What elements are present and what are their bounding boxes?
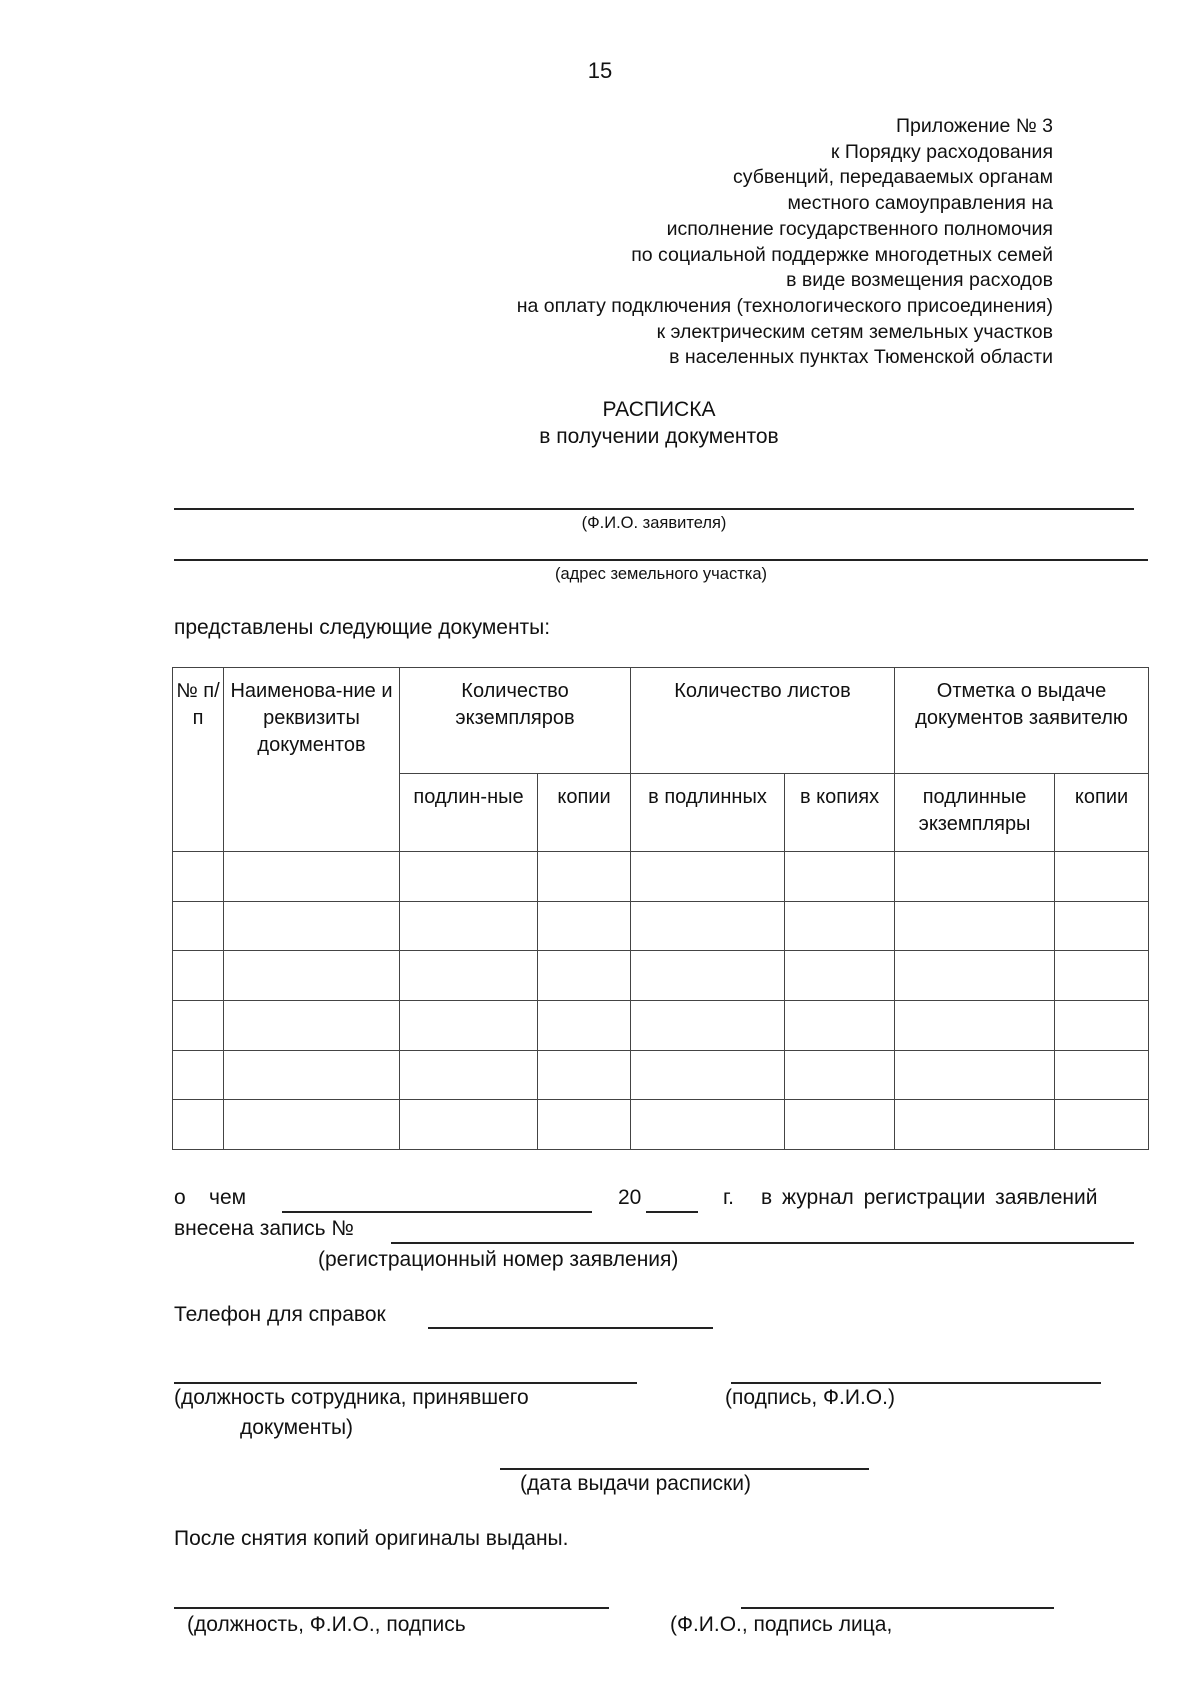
table-cell[interactable]: [538, 852, 631, 902]
appendix-line: местного самоуправления на: [787, 192, 1053, 215]
appendix-line: в населенных пунктах Тюменской области: [669, 346, 1053, 369]
table-cell[interactable]: [785, 1001, 895, 1051]
journal-g: г.: [723, 1186, 734, 1209]
table-cell[interactable]: [1055, 1050, 1149, 1100]
signature-caption: (подпись, Ф.И.О.): [725, 1386, 895, 1409]
address-caption: (адрес земельного участка): [554, 565, 768, 583]
subheader-originals: подлин-ные: [400, 774, 538, 852]
table-cell[interactable]: [785, 1100, 895, 1150]
table-cell[interactable]: [785, 1050, 895, 1100]
table-cell[interactable]: [785, 901, 895, 951]
journal-line2: внесена запись №: [174, 1217, 354, 1240]
journal-o: о: [174, 1186, 186, 1209]
table-cell[interactable]: [173, 852, 224, 902]
fio-caption: (Ф.И.О. заявителя): [581, 514, 727, 532]
header-issue-mark: Отметка о выдаче документов заявителю: [895, 668, 1149, 774]
subheader-original-copies: подлинные экземпляры: [895, 774, 1055, 852]
table-cell[interactable]: [400, 901, 538, 951]
appendix-line: по социальной поддержке многодетных семей: [631, 243, 1053, 266]
header-doc-name: Наименова-ние и реквизиты документов: [224, 668, 400, 852]
phone-line[interactable]: [428, 1327, 713, 1329]
table-cell[interactable]: [538, 901, 631, 951]
table-cell[interactable]: [173, 1050, 224, 1100]
journal-year-line[interactable]: [646, 1211, 698, 1213]
issue-date-caption: (дата выдачи расписки): [520, 1472, 751, 1495]
table-cell[interactable]: [631, 1050, 785, 1100]
table-cell[interactable]: [224, 1100, 400, 1150]
table-cell[interactable]: [224, 1050, 400, 1100]
table-cell[interactable]: [224, 1001, 400, 1051]
table-cell[interactable]: [1055, 852, 1149, 902]
intro-text: представлены следующие документы:: [174, 616, 551, 639]
appendix-line: на оплату подключения (технологического присоединения): [516, 294, 1053, 317]
table-row: [173, 852, 1149, 902]
table-cell[interactable]: [1055, 1100, 1149, 1150]
table-cell[interactable]: [400, 951, 538, 1001]
bottom-right-caption: (Ф.И.О., подпись лица,: [670, 1613, 893, 1636]
document-title: РАСПИСКА: [602, 398, 716, 421]
table-cell[interactable]: [895, 951, 1055, 1001]
subheader-in-copies: в копиях: [785, 774, 895, 852]
table-cell[interactable]: [631, 901, 785, 951]
table-cell[interactable]: [631, 852, 785, 902]
header-qty-sheets: Количество листов: [631, 668, 895, 774]
appendix-line: к электрическим сетям земельных участков: [656, 320, 1053, 343]
table-cell[interactable]: [1055, 951, 1149, 1001]
signature-line[interactable]: [731, 1382, 1101, 1384]
position-line[interactable]: [174, 1382, 637, 1384]
table-row: [173, 951, 1149, 1001]
issue-date-line[interactable]: [500, 1468, 869, 1470]
table-row: [173, 1050, 1149, 1100]
table-cell[interactable]: [224, 852, 400, 902]
table-cell[interactable]: [631, 1100, 785, 1150]
registration-caption: (регистрационный номер заявления): [318, 1248, 679, 1271]
documents-table: [172, 667, 1149, 1150]
registration-number-line[interactable]: [391, 1242, 1134, 1244]
table-cell[interactable]: [785, 951, 895, 1001]
subheader-copies: копии: [538, 774, 631, 852]
table-cell[interactable]: [895, 852, 1055, 902]
table-cell[interactable]: [631, 951, 785, 1001]
table-cell[interactable]: [400, 852, 538, 902]
table-cell[interactable]: [895, 1050, 1055, 1100]
table-cell[interactable]: [538, 1050, 631, 1100]
table-cell[interactable]: [895, 1100, 1055, 1150]
table-cell[interactable]: [785, 852, 895, 902]
table-cell[interactable]: [224, 901, 400, 951]
table-cell[interactable]: [173, 901, 224, 951]
fio-line[interactable]: [174, 508, 1134, 510]
appendix-line: исполнение государственного полномочия: [666, 217, 1053, 240]
bottom-left-caption: (должность, Ф.И.О., подпись: [187, 1613, 466, 1636]
table-cell[interactable]: [400, 1001, 538, 1051]
bottom-left-line[interactable]: [174, 1607, 609, 1609]
table-cell[interactable]: [1055, 901, 1149, 951]
table-row: [173, 901, 1149, 951]
position-caption: (должность сотрудника, принявшего: [174, 1386, 529, 1409]
table-cell[interactable]: [173, 951, 224, 1001]
table-cell[interactable]: [173, 1100, 224, 1150]
appendix-line: к Порядку расходования: [830, 140, 1053, 163]
table-row: [173, 1001, 1149, 1051]
after-copies-text: После снятия копий оригиналы выданы.: [174, 1527, 569, 1550]
table-row: [173, 1100, 1149, 1150]
table-cell[interactable]: [538, 1001, 631, 1051]
table-cell[interactable]: [895, 901, 1055, 951]
table-cell[interactable]: [538, 1100, 631, 1150]
address-line[interactable]: [174, 559, 1148, 561]
position-caption-2: документы): [240, 1416, 354, 1439]
header-qty-copies: Количество экземпляров: [400, 668, 631, 774]
appendix-line: в виде возмещения расходов: [786, 269, 1053, 292]
header-number: № п/п: [173, 668, 224, 852]
bottom-right-line[interactable]: [741, 1607, 1054, 1609]
appendix-header: [517, 114, 1053, 371]
table-cell[interactable]: [1055, 1001, 1149, 1051]
page-number: 15: [587, 58, 613, 83]
document-subtitle: в получении документов: [539, 425, 779, 448]
subheader-in-originals: в подлинных: [631, 774, 785, 852]
table-cell[interactable]: [173, 1001, 224, 1051]
appendix-line: субвенций, передаваемых органам: [733, 166, 1053, 189]
table-cell[interactable]: [400, 1050, 538, 1100]
table-cell[interactable]: [224, 951, 400, 1001]
table-body: [173, 852, 1149, 1150]
table-cell[interactable]: [631, 1001, 785, 1051]
journal-chem: чем: [209, 1186, 247, 1209]
table-cell[interactable]: [895, 1001, 1055, 1051]
table-cell[interactable]: [400, 1100, 538, 1150]
journal-rest: в журнал регистрации заявлений: [761, 1186, 1098, 1209]
phone-label: Телефон для справок: [174, 1303, 386, 1326]
appendix-line: Приложение № 3: [896, 115, 1053, 137]
table-cell[interactable]: [538, 951, 631, 1001]
subheader-issue-copies: копии: [1055, 774, 1149, 852]
journal-year-prefix: 20: [618, 1186, 642, 1209]
journal-date-line[interactable]: [282, 1211, 592, 1213]
